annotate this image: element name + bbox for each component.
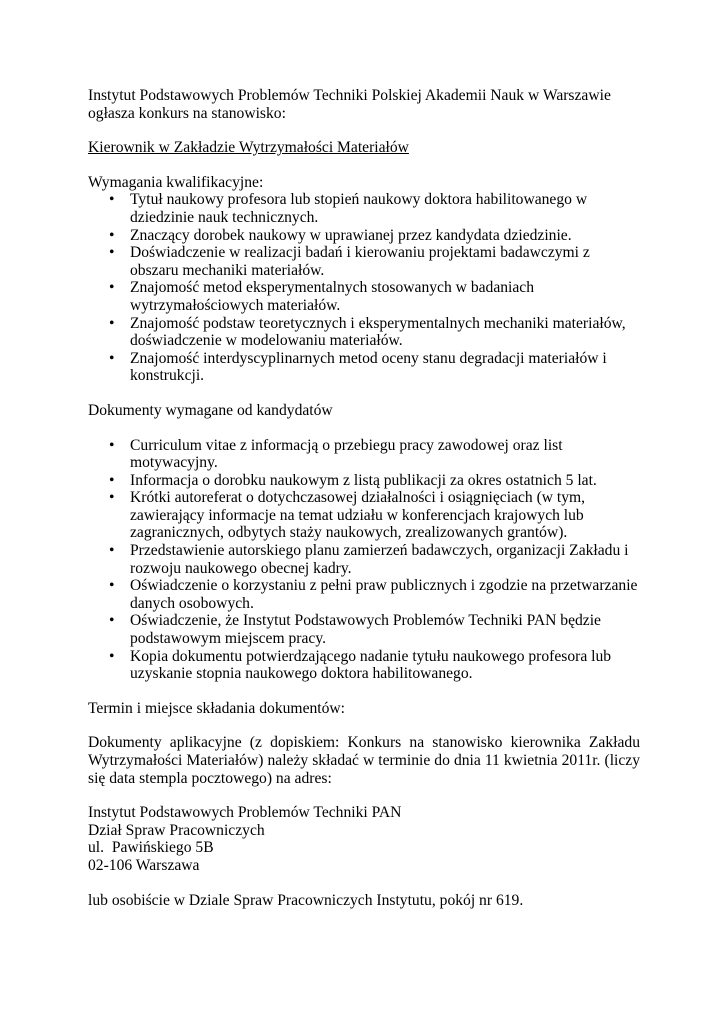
requirement-item: • Znajomość podstaw teoretycznych i eksperymentalnych mechaniki materiałów, doświadczenie w modelowaniu materiałów. (109, 314, 626, 350)
bullet-icon: • (109, 471, 115, 489)
requirement-item: • Znajomość metod eksperymentalnych stosowanych w badaniach wytrzymałościowych materiałów. (109, 279, 535, 314)
requirement-item: • Tytuł naukowy profesora lub stopień naukowy doktora habilitowanego w dziedzinie nauk technicznych. (109, 191, 588, 226)
address-line: 02-106 Warszawa (88, 856, 200, 874)
bullet-icon: • (109, 612, 115, 630)
document-item: • Oświadczenie o korzystaniu z pełni praw publicznych i zgodzie na przetwarzanie danych osobowych. (109, 577, 638, 612)
intro-paragraph: Instytut Podstawowych Problemów Techniki Polskiej Akademii Nauk w Warszawie ogłasza konkurs na stanowisko: (88, 87, 611, 122)
requirement-item: • Znajomość interdyscyplinarnych metod oceny stanu degradacji materiałów i konstrukcji. (109, 349, 607, 385)
bullet-icon: • (109, 244, 115, 262)
deadline-heading: Termin i miejsce składania dokumentów: (88, 699, 346, 717)
bullet-icon: • (109, 226, 115, 244)
document-item: • Krótki autoreferat o dotychczasowej działalności i osiągnięciach (w tym, zawierający informacje na temat udziału w konferencjach krajowych lub zagranicznych, odbytych staży naukowych, zrealizowanych grantów). (109, 489, 586, 542)
address-line: ul. Pawińskiego 5B (88, 839, 214, 857)
requirements-list (88, 191, 640, 385)
bullet-icon: • (109, 577, 115, 595)
bullet-icon: • (109, 647, 115, 665)
requirement-item: • Doświadczenie w realizacji badań i kierowaniu projektami badawczymi z obszaru mechaniki materiałów. (109, 244, 590, 279)
documents-list (88, 437, 640, 683)
bullet-icon: • (109, 314, 115, 332)
bullet-icon: • (109, 489, 115, 507)
address-line: Dział Spraw Pracowniczych (88, 821, 265, 839)
in-person-note: lub osobiście w Dziale Spraw Pracowniczych Instytutu, pokój nr 619. (88, 891, 524, 909)
document-item: • Przedstawienie autorskiego planu zamierzeń badawczych, organizacji Zakładu i rozwoju naukowego obecnej kadry. (109, 542, 629, 577)
document-item: • Oświadczenie, że Instytut Podstawowych Problemów Techniki PAN będzie podstawowym miejscem pracy. (109, 612, 601, 648)
requirement-item: • Znaczący dorobek naukowy w uprawianej przez kandydata dziedzinie. (109, 226, 572, 244)
document-page (88, 87, 640, 909)
documents-heading: Dokumenty wymagane od kandydatów (88, 401, 333, 419)
document-item: • Kopia dokumentu potwierdzającego nadanie tytułu naukowego profesora lub uzyskanie stopnia naukowego doktora habilitowanego. (109, 647, 612, 683)
position-title: Kierownik w Zakładzie Wytrzymałości Materiałów (88, 139, 409, 157)
document-item: • Informacja o dorobku naukowym z listą publikacji za okres ostatnich 5 lat. (109, 471, 597, 489)
bullet-icon: • (109, 542, 115, 560)
document-item: • Curriculum vitae z informacją o przebiegu pracy zawodowej oraz list motywacyjny. (109, 436, 563, 472)
requirements-heading: Wymagania kwalifikacyjne: (88, 173, 264, 191)
address-line: Instytut Podstawowych Problemów Techniki PAN (88, 804, 402, 822)
postal-address (88, 804, 640, 874)
bullet-icon: • (109, 191, 115, 209)
deadline-paragraph: Dokumenty aplikacyjne (z dopiskiem: Konkurs na stanowisko kierownika Zakładu Wytrzymałości Materiałów) należy składać w terminie do dnia 11 kwietnia 2011r. (liczy się data stempla pocztowego) na adres: (88, 734, 640, 787)
bullet-icon: • (109, 349, 115, 367)
bullet-icon: • (109, 279, 115, 297)
bullet-icon: • (109, 436, 115, 454)
